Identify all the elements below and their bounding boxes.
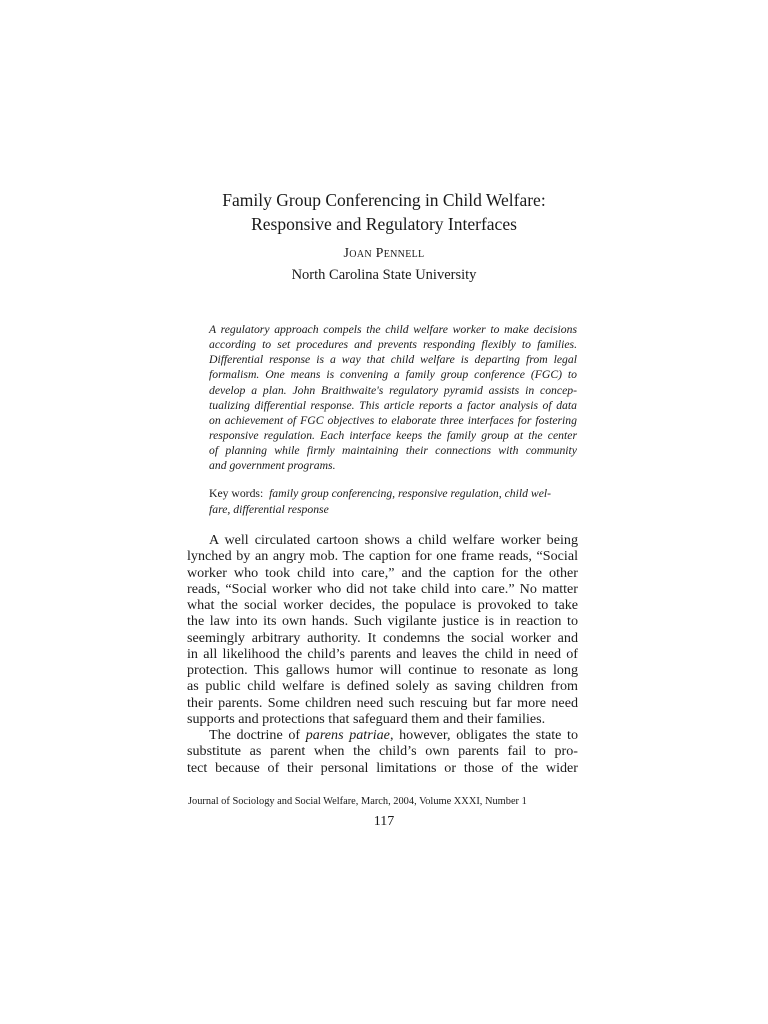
- keywords-line-1: [209, 486, 577, 502]
- body-line: seemingly arbitrary authority. It condemns the social worker and: [187, 629, 578, 646]
- body-line: as public child welfare is defined solely as saving children from: [187, 678, 578, 695]
- body-line: protection. This gallows humor will continue to resonate as long: [187, 662, 578, 678]
- body-line: the law into its own hands. Such vigilante justice is in reaction to: [187, 613, 578, 630]
- body-line: [187, 727, 578, 743]
- article-title-line-1: Family Group Conferencing in Child Welfare:: [222, 190, 546, 210]
- abstract-line: A regulatory approach compels the child welfare worker to make decisions: [209, 323, 577, 336]
- body-line: supports and protections that safeguard them and their families.: [187, 710, 546, 727]
- body-line: reads, “Social worker who did not take child into care.” No matter: [187, 580, 578, 597]
- abstract-line: tualizing differential response. This article reports a factor analysis of data: [209, 398, 577, 412]
- author-name: Joan Pennell: [343, 246, 425, 261]
- body-text-segment: , however, obligates the state to: [389, 727, 579, 743]
- body-line: tect because of their personal limitations or those of the wider: [187, 759, 578, 776]
- abstract: [209, 322, 577, 474]
- abstract-line: formalism. One means is convening a family group conference (FGC) to: [209, 368, 577, 382]
- body-text: [187, 532, 578, 776]
- abstract-line: on achievement of FGC objectives to elaborate three interfaces for fostering: [209, 413, 577, 427]
- body-line: substitute as parent when the child’s own parents fail to pro-: [187, 743, 578, 760]
- abstract-line: and government programs.: [209, 459, 336, 473]
- keywords-text: family group conferencing, responsive regulation, child wel-: [269, 487, 552, 500]
- abstract-line: Differential response is a way that child welfare is departing from legal: [209, 353, 577, 367]
- abstract-line: of planning while firmly maintaining their connections with community: [209, 444, 577, 458]
- body-line: in all likelihood the child’s parents and leaves the child in need of: [187, 645, 578, 662]
- journal-citation-footer: Journal of Sociology and Social Welfare, March, 2004, Volume XXXI, Number 1: [188, 796, 527, 807]
- body-line: A well circulated cartoon shows a child welfare worker being: [209, 532, 578, 548]
- body-line: lynched by an angry mob. The caption for one frame reads, “Social: [187, 548, 578, 565]
- keywords-line-2: fare, differential response: [209, 502, 329, 516]
- keywords-label: Key words:: [209, 487, 264, 500]
- abstract-line: develop a plan. John Braithwaite's regulatory pyramid assists in concep-: [209, 383, 577, 397]
- latin-term: parens patriae: [305, 727, 390, 743]
- keywords: [209, 486, 577, 517]
- article-title-line-2: Responsive and Regulatory Interfaces: [251, 214, 517, 234]
- body-line: what the social worker decides, the populace is provoked to take: [187, 597, 578, 613]
- body-line: their parents. Some children need such rescuing but far more need: [187, 694, 578, 711]
- abstract-line: according to set procedures and prevents responding flexibly to families.: [209, 338, 577, 352]
- body-line: worker who took child into care,” and the caption for the other: [187, 564, 578, 581]
- author-affiliation: North Carolina State University: [291, 267, 477, 283]
- body-text-segment: The doctrine of: [209, 727, 306, 743]
- abstract-line: responsive regulation. Each interface keeps the family group at the center: [209, 429, 577, 443]
- page-number: 117: [373, 814, 395, 829]
